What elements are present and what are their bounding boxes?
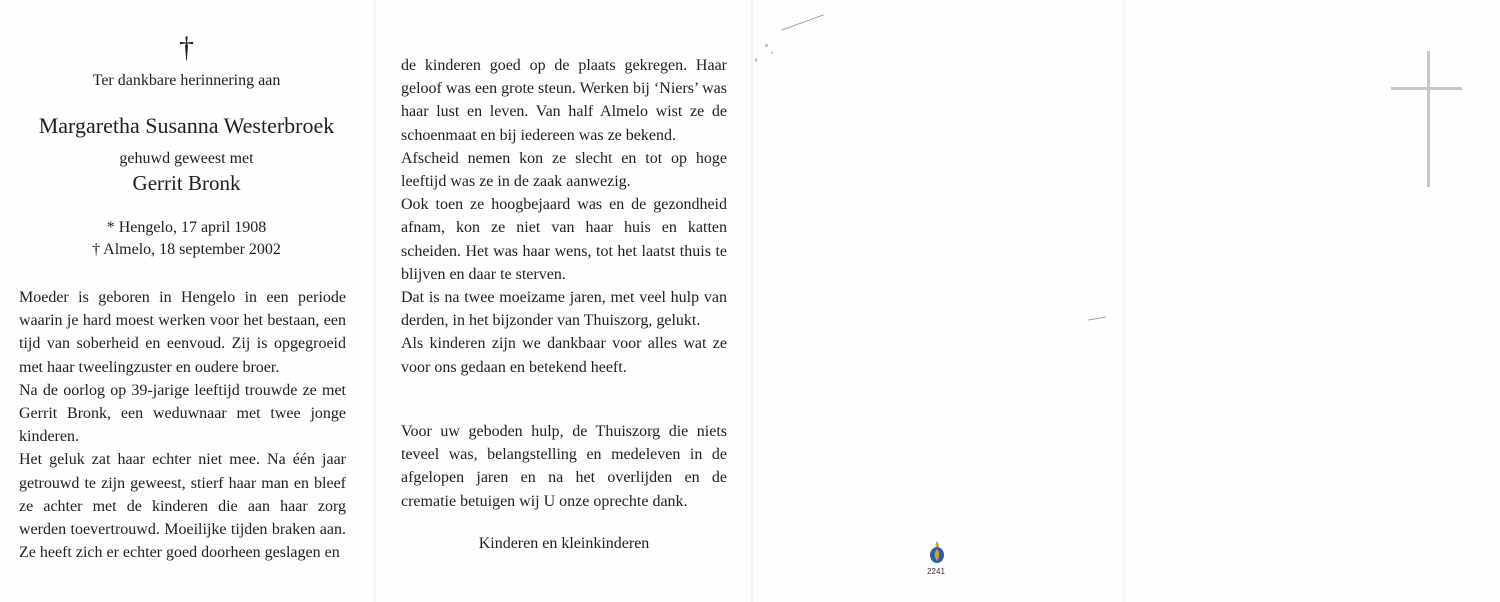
married-text: gehuwd geweest met bbox=[119, 150, 254, 167]
scan-speck bbox=[765, 44, 768, 47]
latin-cross-icon: † bbox=[179, 31, 194, 64]
front-panel bbox=[0, 0, 373, 602]
biography-text-2 bbox=[401, 54, 727, 379]
back-panel bbox=[752, 0, 1124, 602]
paragraph: Na de oorlog op 39-jarige leeftijd trouwde ze met Gerrit Bronk, een weduwnaar met twee jonge kinderen. bbox=[19, 381, 346, 446]
paragraph: de kinderen goed op de plaats gekregen. Haar geloof was een grote steun. Werken bij ‘Niers’ was haar lust en leven. Van half Almelo wist ze de schoenmaat en bij iedereen was ze bekend. bbox=[401, 57, 727, 144]
scan-speck bbox=[771, 52, 773, 54]
print-code: 2241 bbox=[927, 567, 945, 576]
inner-panel bbox=[376, 0, 752, 602]
signature: Kinderen en kleinkinderen bbox=[478, 535, 650, 552]
paragraph: Moeder is geboren in Hengelo in een periode waarin je hard moest werken voor het bestaan, een tijd van soberheid en eenvoud. Zij is opgegroeid met haar tweelingzuster en oudere broer. bbox=[19, 289, 346, 376]
cover-panel bbox=[1124, 0, 1500, 602]
thanks-text bbox=[401, 420, 727, 513]
paragraph: Afscheid nemen kon ze slecht en tot op hoge leeftijd was ze in de zaak aanwezig. bbox=[401, 149, 727, 191]
paragraph: Voor uw geboden hulp, de Thuiszorg die niets teveel was, belangstelling en medeleven in de afgelopen jaren en na het overlijden en de crematie betuigen wij U onze oprechte dank. bbox=[401, 423, 727, 510]
biography-text-1 bbox=[19, 286, 346, 564]
flame-emblem-icon bbox=[927, 540, 947, 564]
spouse-name: Gerrit Bronk bbox=[132, 171, 241, 195]
paragraph: Ook toen ze hoogbejaard was en de gezondheid afnam, kon ze niet van haar huis en katten scheiden. Het was haar wens, tot het laatst thuis te blijven en daar te sterven. bbox=[401, 196, 727, 283]
deceased-name: Margaretha Susanna Westerbroek bbox=[38, 113, 335, 138]
paragraph: Als kinderen zijn we dankbaar voor alles wat ze voor ons gedaan en betekend heeft. bbox=[401, 335, 727, 376]
birth-line: * Hengelo, 17 april 1908 bbox=[106, 219, 267, 236]
paragraph: Het geluk zat haar echter niet mee. Na één jaar getrouwd te zijn geweest, stierf haar man en bleef ze achter met de kinderen die aan haar zorg werden toevertrouwd. Moeilijke tijden braken aan. Ze heeft zich er echter goed doorheen geslagen en bbox=[19, 451, 346, 562]
dedication-line: Ter dankbare herinnering aan bbox=[92, 72, 281, 89]
death-line: † Almelo, 18 september 2002 bbox=[92, 241, 281, 258]
paragraph: Dat is na twee moeizame jaren, met veel hulp van derden, in het bijzonder van Thuiszorg, gelukt. bbox=[401, 289, 727, 330]
scan-speck bbox=[755, 58, 757, 62]
